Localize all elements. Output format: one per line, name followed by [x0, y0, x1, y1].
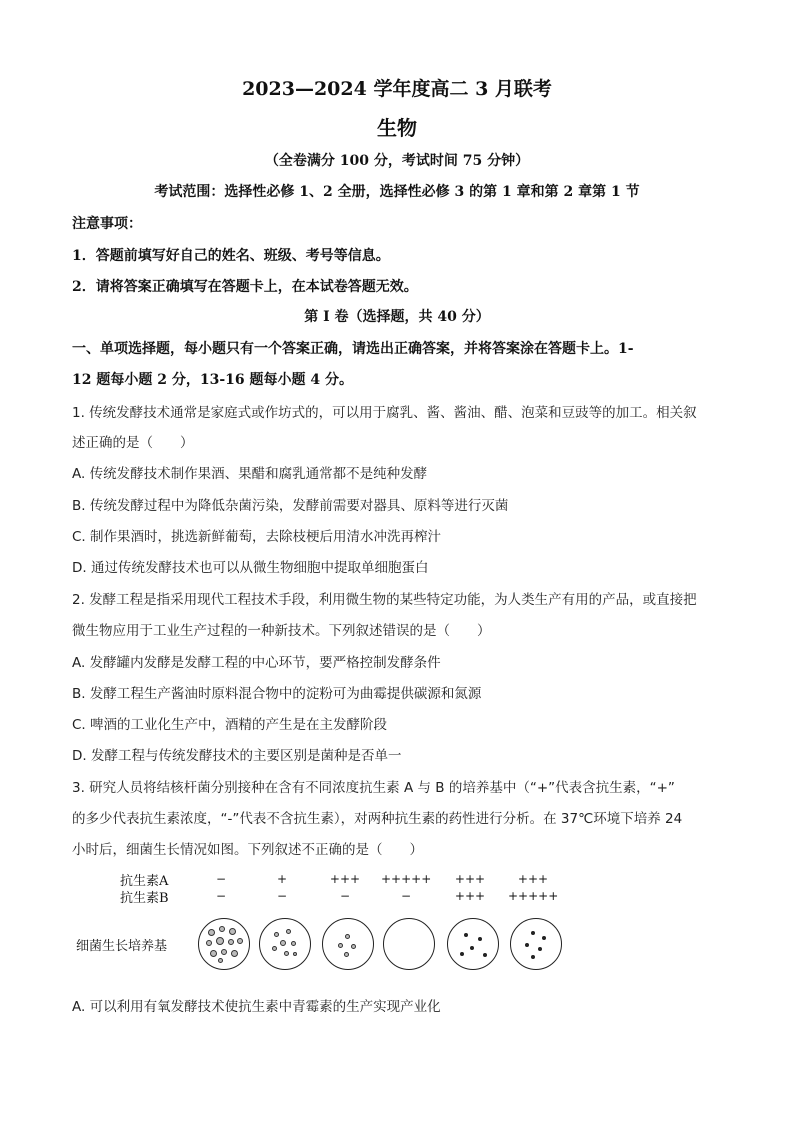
petri-dish	[383, 918, 435, 970]
sign-b: +++	[454, 889, 486, 903]
subject-title: 生物	[377, 116, 417, 140]
label-culture-medium: 细菌生长培养基	[76, 939, 168, 954]
sign-a: +++++	[381, 872, 432, 886]
sign-a: +++	[454, 872, 486, 886]
option: D. 发酵工程与传统发酵技术的主要区别是菌种是否单一	[72, 748, 402, 764]
option: C. 制作果酒时，挑选新鲜葡萄，去除枝梗后用清水冲洗再榨汁	[72, 529, 442, 545]
option: B. 发酵工程生产酱油时原料混合物中的淀粉可为曲霉提供碳源和氮源	[72, 686, 482, 702]
question-stem: 的多少代表抗生素浓度，“-”代表不含抗生素），对两种抗生素的药性进行分析。在 37℃环境下培养 24	[72, 811, 683, 827]
sign-b: −	[339, 889, 351, 903]
sign-a: +++	[329, 872, 361, 886]
question-stem: 微生物应用于工业生产过程的一种新技术。下列叙述错误的是（ ）	[72, 623, 491, 639]
question-stem: 3. 研究人员将结核杆菌分别接种在含有不同浓度抗生素 A 与 B 的培养基中（“+”代表含抗生素，“+”	[72, 780, 675, 796]
sign-b: +++++	[508, 889, 559, 903]
option: A. 发酵罐内发酵是发酵工程的中心环节，要严格控制发酵条件	[72, 655, 441, 671]
question-stem: 小时后，细菌生长情况如图。下列叙述不正确的是（ ）	[72, 842, 423, 858]
question-stem: 2. 发酵工程是指采用现代工程技术手段，利用微生物的某些特定功能，为人类生产有用的产品，或直接把	[72, 592, 697, 608]
notes-title: 注意事项：	[72, 216, 142, 232]
exam-info: （全卷满分 100 分，考试时间 75 分钟）	[264, 153, 530, 169]
label-antibiotic-a: 抗生素A	[120, 874, 169, 889]
sign-b: −	[276, 889, 288, 903]
petri-dish	[198, 918, 250, 970]
petri-dish	[259, 918, 311, 970]
petri-dish	[447, 918, 499, 970]
sign-a: +	[276, 872, 288, 886]
section-instruction: 12 题每小题 2 分，13-16 题每小题 4 分。	[72, 372, 353, 388]
petri-dish	[322, 918, 374, 970]
note-item: 2．请将答案正确填写在答题卡上，在本试卷答题无效。	[72, 279, 418, 295]
exam-scope: 考试范围：选择性必修 1、2 全册，选择性必修 3 的第 1 章和第 2 章第 1 节	[154, 184, 640, 200]
sign-b: −	[215, 889, 227, 903]
sign-a: −	[215, 872, 227, 886]
petri-dish	[510, 918, 562, 970]
option: C. 啤酒的工业化生产中，酒精的产生是在主发酵阶段	[72, 717, 388, 733]
question-stem: 述正确的是（ ）	[72, 435, 194, 451]
exam-title: 2023—2024 学年度高二 3 月联考	[242, 78, 552, 100]
sign-a: +++	[517, 872, 549, 886]
option: D. 通过传统发酵技术也可以从微生物细胞中提取单细胞蛋白	[72, 560, 429, 576]
section-title: 第 I 卷（选择题，共 40 分）	[304, 309, 490, 325]
option: A. 可以利用有氧发酵技术使抗生素中青霉素的生产实现产业化	[72, 999, 441, 1015]
question-stem: 1. 传统发酵技术通常是家庭式或作坊式的，可以用于腐乳、酱、酱油、醋、泡菜和豆豉等的加工。相关叙	[72, 405, 697, 421]
option: A. 传统发酵技术制作果酒、果醋和腐乳通常都不是纯种发酵	[72, 466, 428, 482]
antibiotic-figure	[0, 868, 794, 978]
sign-b: −	[400, 889, 412, 903]
section-instruction: 一、单项选择题，每小题只有一个答案正确，请选出正确答案，并将答案涂在答题卡上。1-	[72, 341, 634, 357]
option: B. 传统发酵过程中为降低杂菌污染，发酵前需要对器具、原料等进行灭菌	[72, 498, 509, 514]
note-item: 1．答题前填写好自己的姓名、班级、考号等信息。	[72, 248, 390, 264]
label-antibiotic-b: 抗生素B	[120, 891, 169, 906]
